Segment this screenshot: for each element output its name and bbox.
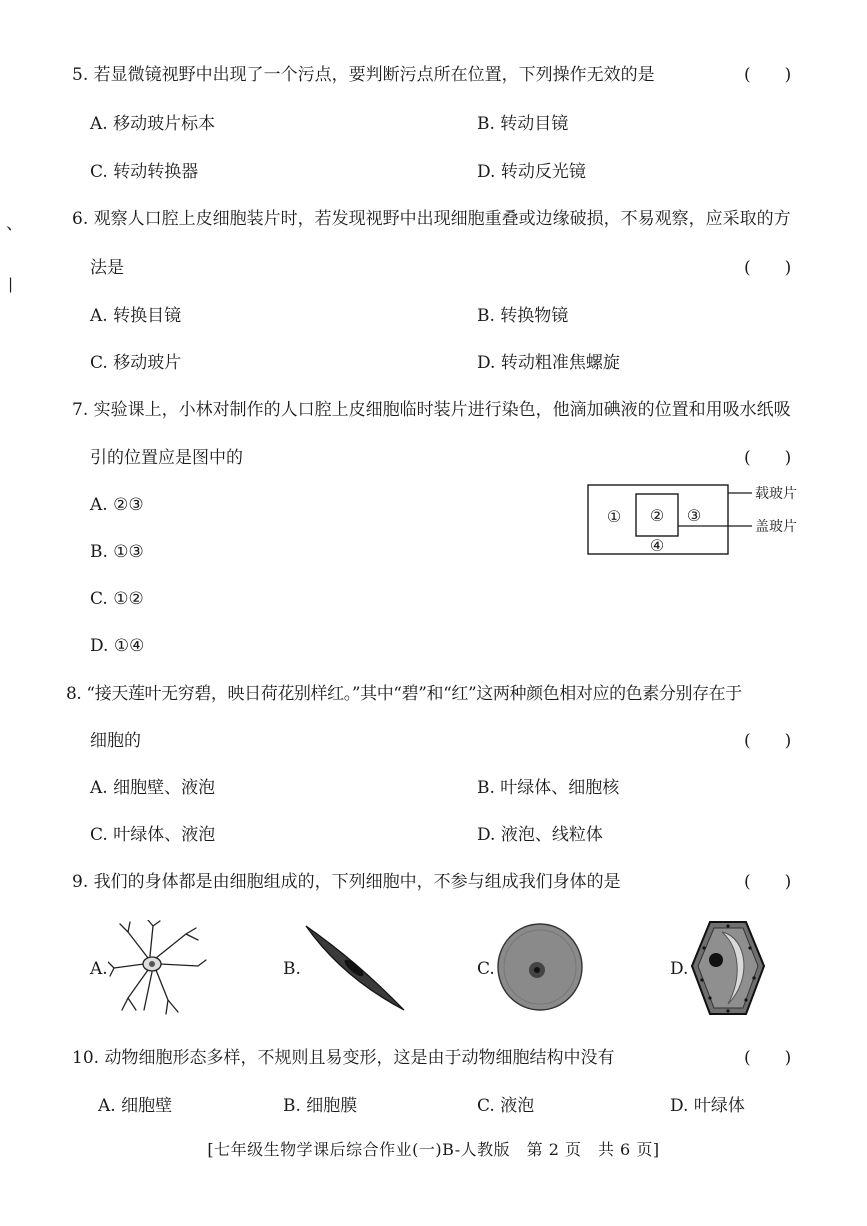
option-d[interactable]: D. 转动粗准焦螺旋 [477, 353, 620, 373]
option-c[interactable]: C. [477, 959, 495, 979]
plant-cell-icon[interactable] [688, 918, 768, 1018]
question-stem: 7. 实验课上，小林对制作的人口腔上皮细胞临时装片进行染色，他滴加碘液的位置和用吸水纸吸 [72, 400, 791, 420]
option-c[interactable]: C. 液泡 [477, 1096, 535, 1116]
option-c[interactable]: C. 移动玻片 [90, 353, 182, 373]
option-a[interactable]: A. 移动玻片标本 [90, 114, 216, 134]
neuron-cell-icon[interactable] [108, 920, 208, 1015]
position-label-4: ④ [649, 536, 665, 555]
margin-mark: | [8, 275, 14, 293]
position-label-1: ① [606, 507, 622, 526]
option-d[interactable]: D. [670, 959, 689, 979]
option-c[interactable]: C. 转动转换器 [90, 162, 199, 182]
option-b[interactable]: B. 转换物镜 [477, 306, 569, 326]
question-stem-continued: 法是 [90, 258, 124, 278]
page-footer: [七年级生物学课后综合作业(一)B-人教版 第 2 页 共 6 页] [207, 1140, 660, 1159]
coverslip-label: 盖玻片 [755, 519, 797, 535]
option-b[interactable]: B. 叶绿体、细胞核 [477, 778, 620, 798]
egg-cell-icon[interactable] [495, 922, 585, 1012]
answer-bracket[interactable]: ( ) [744, 65, 792, 85]
option-a[interactable]: A. 细胞壁 [98, 1096, 173, 1116]
option-b[interactable]: B. 转动目镜 [477, 114, 569, 134]
question-stem-continued: 细胞的 [90, 731, 141, 751]
option-d[interactable]: D. 叶绿体 [670, 1096, 745, 1116]
option-a[interactable]: A. 细胞壁、液泡 [90, 778, 216, 798]
answer-bracket[interactable]: ( ) [744, 1048, 792, 1068]
slide-diagram [580, 478, 840, 563]
option-d[interactable]: D. 液泡、线粒体 [477, 825, 603, 845]
answer-bracket[interactable]: ( ) [744, 731, 792, 751]
margin-mark: 、 [6, 214, 23, 234]
slide-label: 载玻片 [755, 486, 797, 502]
option-c[interactable]: C. 叶绿体、液泡 [90, 825, 216, 845]
answer-bracket[interactable]: ( ) [744, 258, 792, 278]
answer-bracket[interactable]: ( ) [744, 872, 792, 892]
option-b[interactable]: B. 细胞膜 [283, 1096, 358, 1116]
question-stem: 10. 动物细胞形态多样，不规则且易变形，这是由于动物细胞结构中没有 [72, 1048, 615, 1068]
position-label-2: ② [649, 506, 665, 525]
option-b[interactable]: B. ①③ [90, 542, 144, 562]
question-stem: 5. 若显微镜视野中出现了一个污点，要判断污点所在位置，下列操作无效的是 [72, 65, 655, 85]
question-stem-continued: 引的位置应是图中的 [90, 448, 243, 468]
option-b[interactable]: B. [283, 959, 301, 979]
option-a[interactable]: A. ②③ [90, 495, 144, 515]
question-stem: 8. “接天莲叶无穷碧，映日荷花别样红。”其中“碧”和“红”这两种颜色相对应的色素分别存在于 [66, 684, 742, 704]
muscle-cell-icon[interactable] [300, 920, 410, 1015]
option-a[interactable]: A. [90, 959, 108, 979]
question-stem: 6. 观察人口腔上皮细胞装片时，若发现视野中出现细胞重叠或边缘破损，不易观察，应采取的方 [72, 209, 791, 229]
question-stem: 9. 我们的身体都是由细胞组成的，下列细胞中，不参与组成我们身体的是 [72, 872, 621, 892]
option-d[interactable]: D. ①④ [90, 636, 145, 656]
option-d[interactable]: D. 转动反光镜 [477, 162, 586, 182]
answer-bracket[interactable]: ( ) [744, 448, 792, 468]
option-c[interactable]: C. ①② [90, 589, 144, 609]
option-a[interactable]: A. 转换目镜 [90, 306, 182, 326]
position-label-3: ③ [686, 506, 702, 525]
